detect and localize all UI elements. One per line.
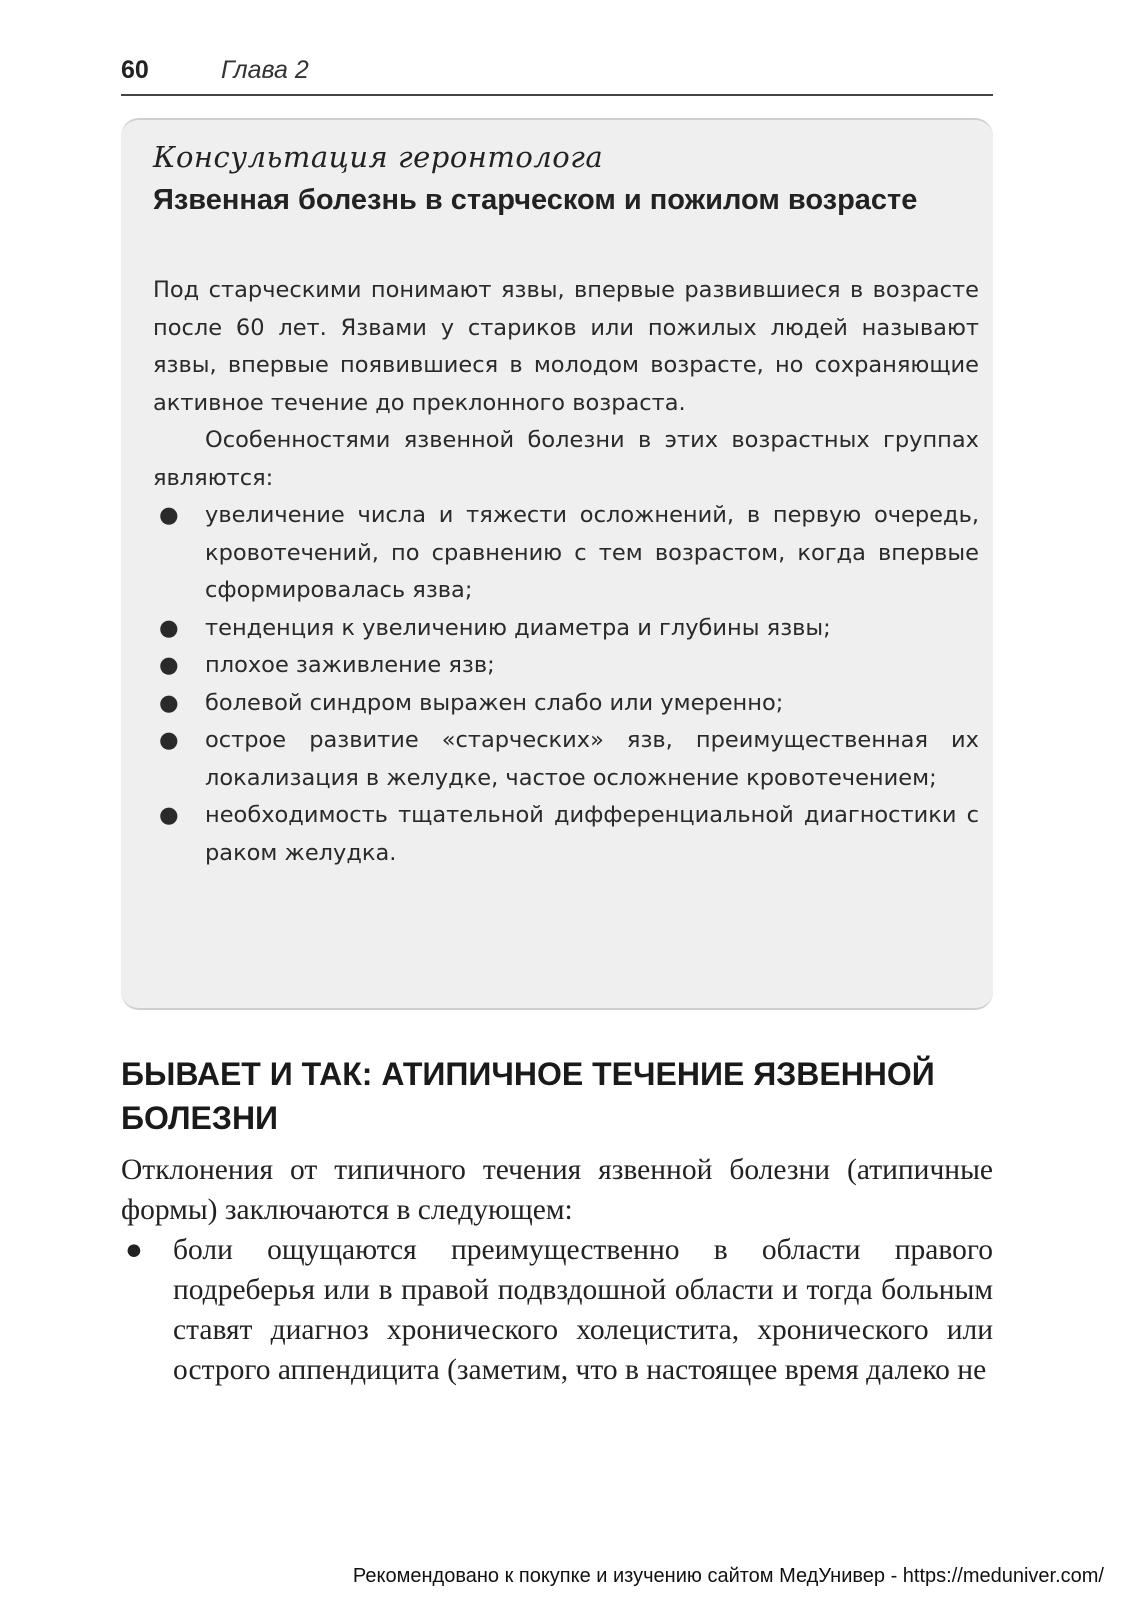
bullet-icon: ● [159, 727, 179, 753]
list-item-text: необходимость тщательной дифференциальной диагностики с раком желудка. [205, 802, 979, 866]
sidebar-body [153, 272, 979, 872]
list-item-text: боли ощущаются преимущественно в области правого подреберья или в правой подвздошной области и тогда больным ставят диагноз хронического холецистита, хронического или острого аппендицита (заметим, что в настоящее время далеко не [173, 1234, 993, 1386]
intro-paragraph: Отклонения от типичного течения язвенной болезни (атипичные формы) заключаются в следующем: [121, 1154, 993, 1226]
list-item-text: тенденция к увеличению диаметра и глубины язвы; [205, 614, 831, 641]
list-item [153, 685, 979, 723]
page-number: 60 [121, 56, 149, 84]
footer-note: Рекомендовано к покупке и изучению сайтом МедУнивер - https://meduniver.com/ [352, 1565, 1104, 1587]
section-heading: БЫВАЕТ И ТАК: АТИПИЧНОЕ ТЕЧЕНИЕ ЯЗВЕННОЙ БОЛЕЗНИ [121, 1056, 935, 1136]
list-item [153, 722, 979, 797]
bullet-icon: ● [159, 614, 179, 641]
list-item-text: острое развитие «старческих» язв, преимущественная их локализация в желудке, частое осложнение кровотечением; [205, 727, 979, 791]
bullet-icon: ● [159, 502, 179, 528]
sidebar-bullet-list [153, 497, 979, 872]
list-item [153, 497, 979, 610]
sidebar-paragraph: Под старческими понимают язвы, впервые развившиеся в возрасте после 60 лет. Язвами у стариков или пожилых людей называют язвы, впервые появившиеся в молодом возрасте, но сохраняющие активное течение до преклонного возраста. [153, 277, 979, 416]
consultation-sidebar [121, 118, 993, 1010]
sidebar-title: Язвенная болезнь в старческом и пожилом возрасте [153, 184, 918, 216]
sidebar-paragraph: Особенностями язвенной болезни в этих возрастных группах являются: [153, 427, 979, 491]
page-header [121, 52, 993, 96]
list-item [121, 1230, 993, 1390]
chapter-title: Глава 2 [221, 56, 309, 84]
bullet-icon: ● [125, 1234, 143, 1266]
list-item-text: болевой синдром выражен слабо или умеренно; [205, 689, 784, 716]
list-item-text: увеличение числа и тяжести осложнений, в первую очередь, кровотечений, по сравнению с тем возрастом, когда впервые сформировалась язва; [205, 502, 979, 603]
list-item [153, 647, 979, 685]
bullet-icon: ● [159, 802, 179, 828]
sidebar-kicker: Консультация геронтолога [153, 140, 604, 174]
list-item [153, 610, 979, 648]
list-item-text: плохое заживление язв; [205, 652, 495, 678]
list-item [153, 797, 979, 872]
main-body [121, 1150, 993, 1390]
bullet-icon: ● [159, 652, 179, 678]
bullet-icon: ● [159, 689, 179, 716]
main-bullet-list [121, 1230, 993, 1390]
